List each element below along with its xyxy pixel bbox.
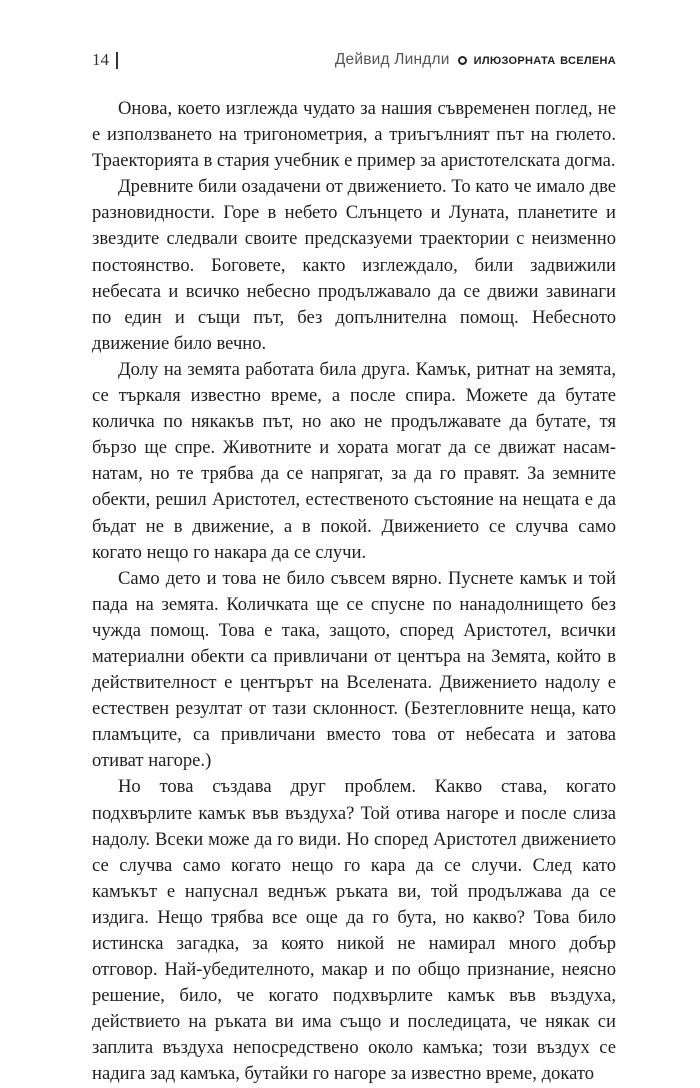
- paragraph-1: Онова, което изглежда чудато за нашия съвременен поглед, не е използването на тригонометрия, а триъгълният път на гюлето. Траекторията в стария учебник е пример за аристотелската догма.: [92, 98, 616, 172]
- paragraph-2: Древните били озадачени от движението. То като че имало две разновидности. Горе в небето Слънцето и Луната, планетите и звездите следвали своите предсказуеми траектории с неизменно постоянство. Боговете, както изглеждало, били задвижили небесата и всичко небесно продължавало да се движи завинаги по един и същи път, без допълнителна помощ. Небесното движение било вечно.: [92, 176, 616, 354]
- paragraph-3: Долу на земята работата била друга. Камък, ритнат на земята, се търкаля известно време, а после спира. Можете да бутате количка по някакъв път, но ако не продължавате да бутате, тя бързо ще спре. Животните и хората могат да се движат насам-натам, но те трябва да се напрягат, за да го правят. За земните обекти, решил Аристотел, естественото състояние на нещата е да бъдат не в движение, а в покой. Движението се случва само когато нещо го накара да се случи.: [92, 358, 616, 563]
- page-number-divider: [116, 52, 118, 69]
- author-name: Дейвид Линдли: [334, 51, 450, 68]
- ring-bullet-icon: [458, 56, 467, 65]
- book-title: илюзорната вселена: [473, 51, 616, 68]
- page-number: [92, 50, 118, 70]
- page-number-text: 14: [92, 50, 109, 69]
- paragraph-5: Но това създава друг проблем. Какво става, когато подхвърлите камък във въздуха? Той отива нагоре и после слиза надолу. Всеки може да го види. Но според Аристотел движението се случва само когато нещо го кара да се случи. След като камъкът е напуснал веднъж ръката ви, той продължава да се издига. Нещо трябва все още да го бута, но какво? Това било истинска загадка, за която никой не намирал много добър отговор. Най-убедителното, макар и по общо признание, неясно решение, било, че когато подхвърлите камък във въздуха, действието на ръката ви има също и последицата, че някак си заплита въздуха непосредствено около камъка; този въздух се надига зад камъка, бутайки го нагоре за известно време, докато: [92, 776, 616, 1085]
- running-head: [335, 51, 616, 69]
- running-header: [92, 47, 616, 73]
- page-body: [92, 96, 616, 1088]
- paragraph-4: Само дето и това не било съвсем вярно. Пуснете камък и той пада на земята. Количката ще се спусне по нанадолнището без чужда помощ. Това е така, защото, според Аристотел, всички материални обекти са привличани от центъра на Земята, който в действителност е центърът на Вселената. Движението надолу е естествен резултат от тази склонност. (Безтегловните неща, като пламъците, са привличани вместо това от небесата и затова отиват нагоре.): [92, 567, 616, 772]
